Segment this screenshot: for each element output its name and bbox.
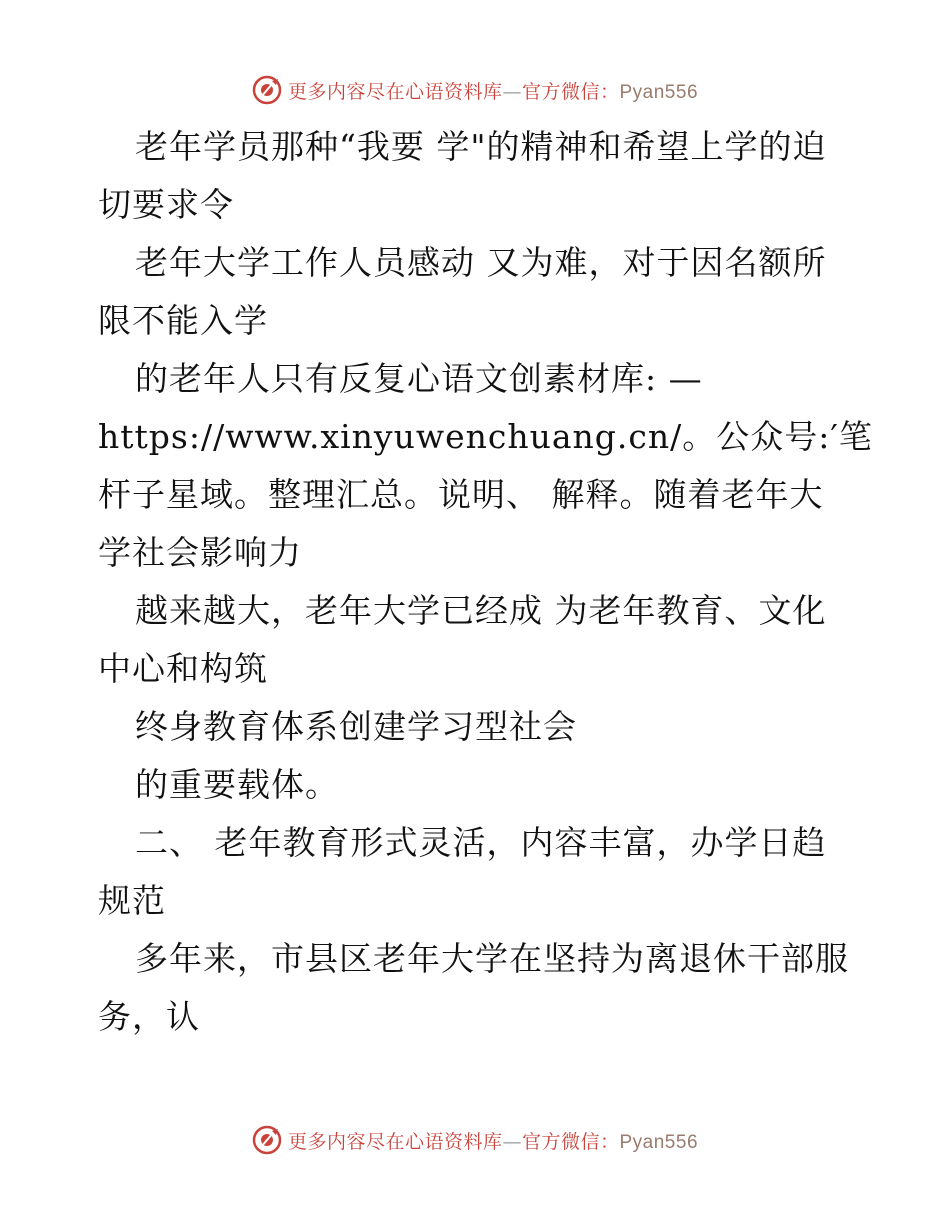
footer-wechat-label: 官方微信：: [521, 1130, 620, 1153]
footer-banner: [0, 1120, 950, 1160]
text-line: 学社会影响力: [98, 533, 302, 572]
header-wechat-label: 官方微信：: [521, 80, 620, 103]
text-line: 老年学员那种“我要 学"的精神和希望上学的迫: [135, 127, 827, 166]
text-line: 中心和构筑: [98, 649, 268, 688]
text-line: 务，认: [98, 997, 200, 1036]
text-line: 的重要载体。: [135, 765, 339, 804]
footer-slogan: 更多内容尽在心语资料库: [287, 1130, 503, 1153]
header-wechat-id: Pyan556: [619, 81, 699, 103]
text-line: 杆子星域。整理汇总。说明、 解释。随着老年大: [98, 475, 824, 514]
text-line: 二、 老年教育形式灵活，内容丰富，办学日趋: [135, 823, 827, 862]
document-body: [98, 118, 873, 1046]
footer-wechat-id: Pyan556: [619, 1131, 699, 1153]
text-line: 限不能入学: [98, 301, 268, 340]
header-slogan: 更多内容尽在心语资料库: [287, 80, 503, 103]
text-line: 的老年人只有反复心语文创素材库: —: [135, 359, 703, 398]
footer-separator: —: [502, 1130, 522, 1153]
text-line: 越来越大，老年大学已经成 为老年教育、文化: [135, 591, 827, 630]
header-banner-text: [288, 77, 698, 104]
text-line: https://www.xinyuwenchuang.cn/。公众号:′笔: [98, 417, 873, 456]
brand-logo-icon: [252, 75, 282, 105]
text-line: 老年大学工作人员感动 又为难，对于因名额所: [135, 243, 827, 282]
header-banner: [0, 70, 950, 110]
footer-banner-text: [288, 1127, 698, 1154]
text-line: 规范: [98, 881, 166, 920]
header-separator: —: [502, 80, 522, 103]
text-line: 切要求令: [98, 185, 234, 224]
brand-logo-icon: [252, 1125, 282, 1155]
text-line: 多年来，市县区老年大学在坚持为离退休干部服: [135, 939, 849, 978]
text-line: 终身教育体系创建学习型社会: [135, 707, 577, 746]
